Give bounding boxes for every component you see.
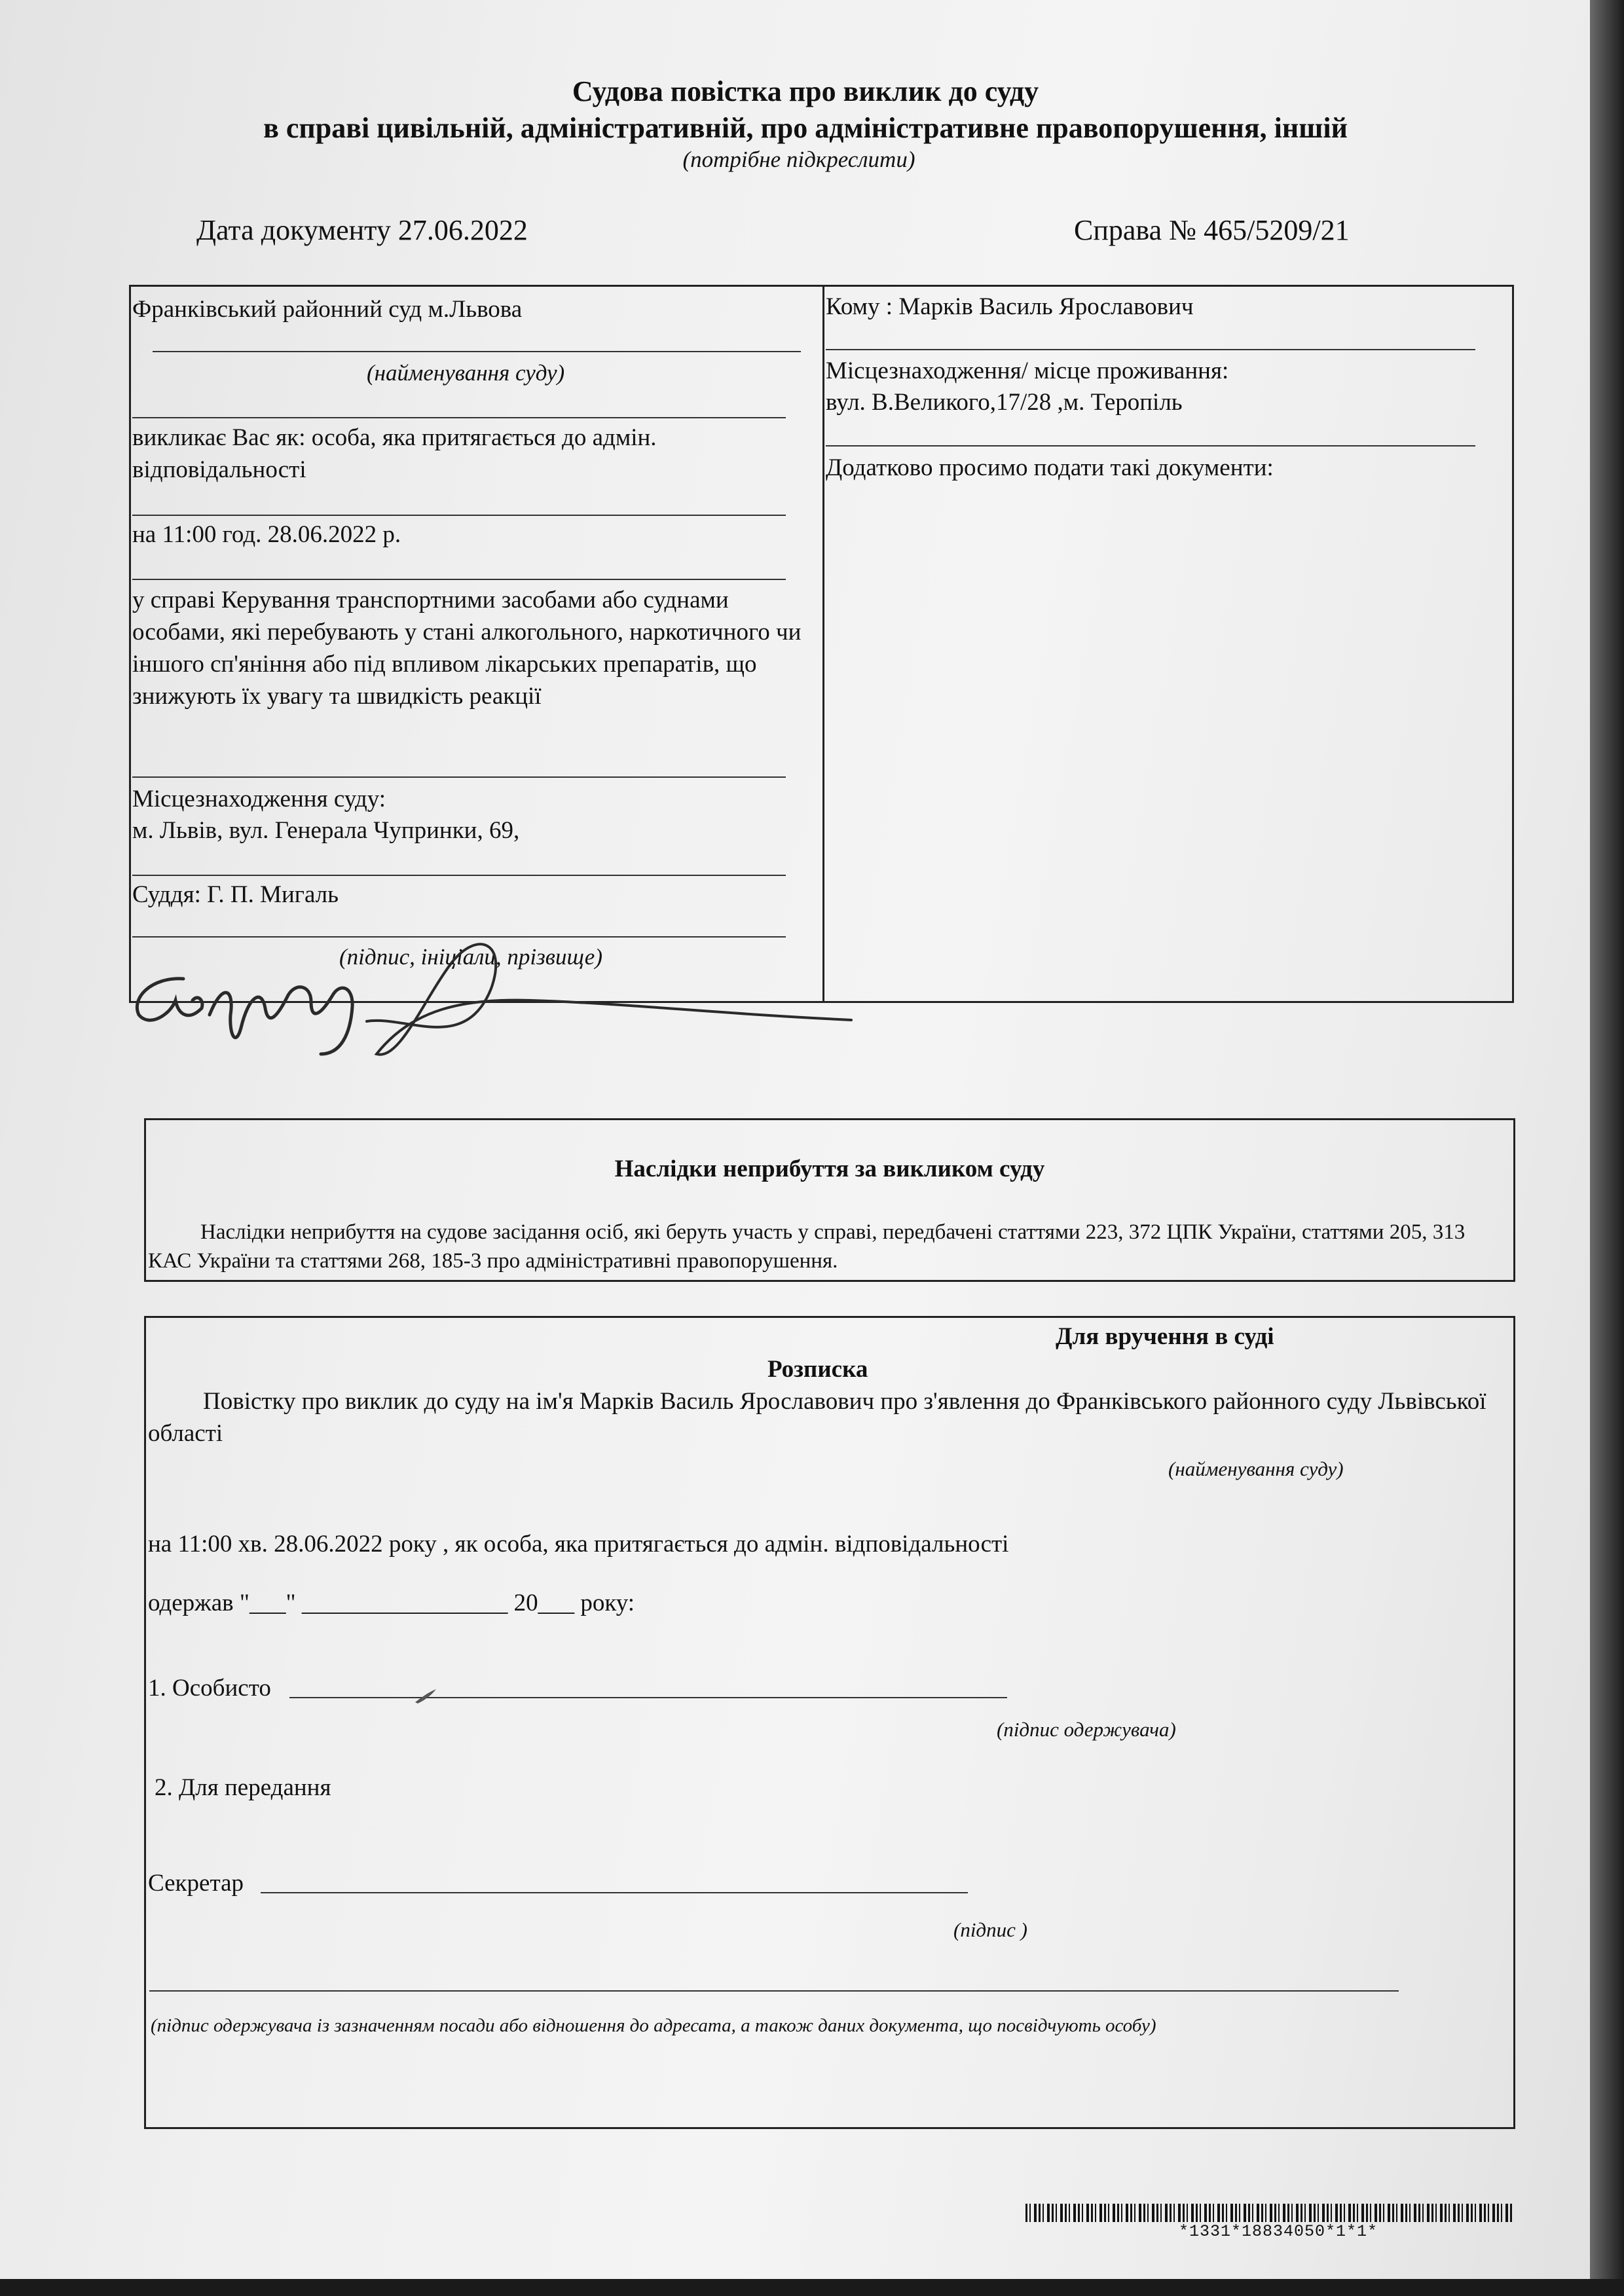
- secretary-signature-line[interactable]: [261, 1892, 968, 1893]
- scan-edge-bottom: [0, 2279, 1624, 2296]
- signature-note: (підпис, ініціали, прізвище): [339, 944, 602, 970]
- address-label: Місцезнаходження/ місце проживання:: [826, 357, 1229, 384]
- case-subject: у справі Керування транспортними засобами або суднами особами, які перебувають у стані алкогольного, наркотичного чи іншого сп'яніння або під впливом лікарських препаратів, що знижують їх увагу та швидкість реакції: [132, 587, 802, 710]
- pen-mark-icon: [413, 1686, 439, 1706]
- divider-line: [132, 579, 786, 580]
- judge-signature: [124, 917, 877, 1067]
- court-location-label: Місцезнаходження суду:: [132, 786, 386, 812]
- divider-line: [153, 351, 801, 352]
- receipt-title: Розписка: [767, 1356, 868, 1383]
- recipient-signature-line[interactable]: [149, 1990, 1399, 1992]
- divider-line: [826, 349, 1475, 350]
- scan-edge-right: [1590, 0, 1624, 2296]
- received-date-line: одержав "___" _________________ 20___ року:: [148, 1590, 635, 1616]
- personally-note: (підпис одержувача): [997, 1718, 1176, 1741]
- hearing-time: на 11:00 год. 28.06.2022 р.: [132, 521, 401, 548]
- signature-line[interactable]: [289, 1697, 1007, 1698]
- court-name: Франківський районний суд м.Львова: [132, 296, 523, 323]
- extra-documents: Додатково просимо подати такі документи:: [826, 454, 1274, 481]
- secretary-label: Секретар: [148, 1870, 244, 1897]
- title-line1: Судова повістка про виклик до суду: [572, 75, 1039, 107]
- judge-name: Суддя: Г. П. Мигаль: [132, 881, 339, 908]
- receipt-time-line: на 11:00 хв. 28.06.2022 року , як особа, яка притягається до адмін. відповідальності: [148, 1531, 1009, 1558]
- summons-as: викликає Вас як: особа, яка притягається до адмін. відповідальності: [132, 424, 657, 483]
- for-court-label: Для вручення в суді: [1056, 1323, 1274, 1350]
- barcode-text: *1331*18834050*1*1*: [1179, 2222, 1378, 2241]
- column-divider: [822, 285, 824, 1001]
- divider-line: [132, 417, 786, 418]
- recipient-address: вул. В.Великого,17/28 ,м. Теропіль: [826, 389, 1183, 416]
- secretary-note: (підпис ): [953, 1918, 1027, 1941]
- court-name-note: (найменування суду): [367, 360, 565, 386]
- receipt-text: Повістку про виклик до суду на ім'я Марків Василь Ярославович про з'явлення до Франківського районного суду Львівської області: [148, 1388, 1486, 1447]
- divider-line: [132, 515, 786, 516]
- bottom-note: (підпис одержувача із зазначенням посади або відношення до адресата, а також даних документа, що посвідчують особу): [151, 2015, 1156, 2036]
- divider-line: [826, 445, 1475, 446]
- barcode: [1025, 2204, 1513, 2222]
- title-note: (потрібне підкреслити): [682, 147, 915, 172]
- personally-label: 1. Особисто: [148, 1675, 271, 1702]
- divider-line: [132, 776, 786, 778]
- title-line2: в справі цивільній, адміністративній, про адміністративне правопорушення, іншій: [263, 112, 1348, 144]
- recipient-name: Кому : Марків Василь Ярославович: [826, 293, 1194, 320]
- receipt-court-note: (найменування суду): [1168, 1457, 1344, 1480]
- divider-line: [132, 875, 786, 876]
- case-number: Справа № 465/5209/21: [1074, 214, 1350, 246]
- consequences-title: Наслідки неприбуття за викликом суду: [614, 1156, 1045, 1182]
- consequences-text: Наслідки неприбуття на судове засідання осіб, які беруть участь у справі, передбачені статтями 223, 372 ЦПК України, статтями 205, 313 КАС України та статтями 268, 185-3 про адміністративні правопорушення.: [148, 1220, 1466, 1273]
- document-date: Дата документу 27.06.2022: [196, 214, 528, 246]
- court-location: м. Львів, вул. Генерала Чупринки, 69,: [132, 817, 520, 844]
- for-transfer-label: 2. Для передання: [155, 1774, 331, 1801]
